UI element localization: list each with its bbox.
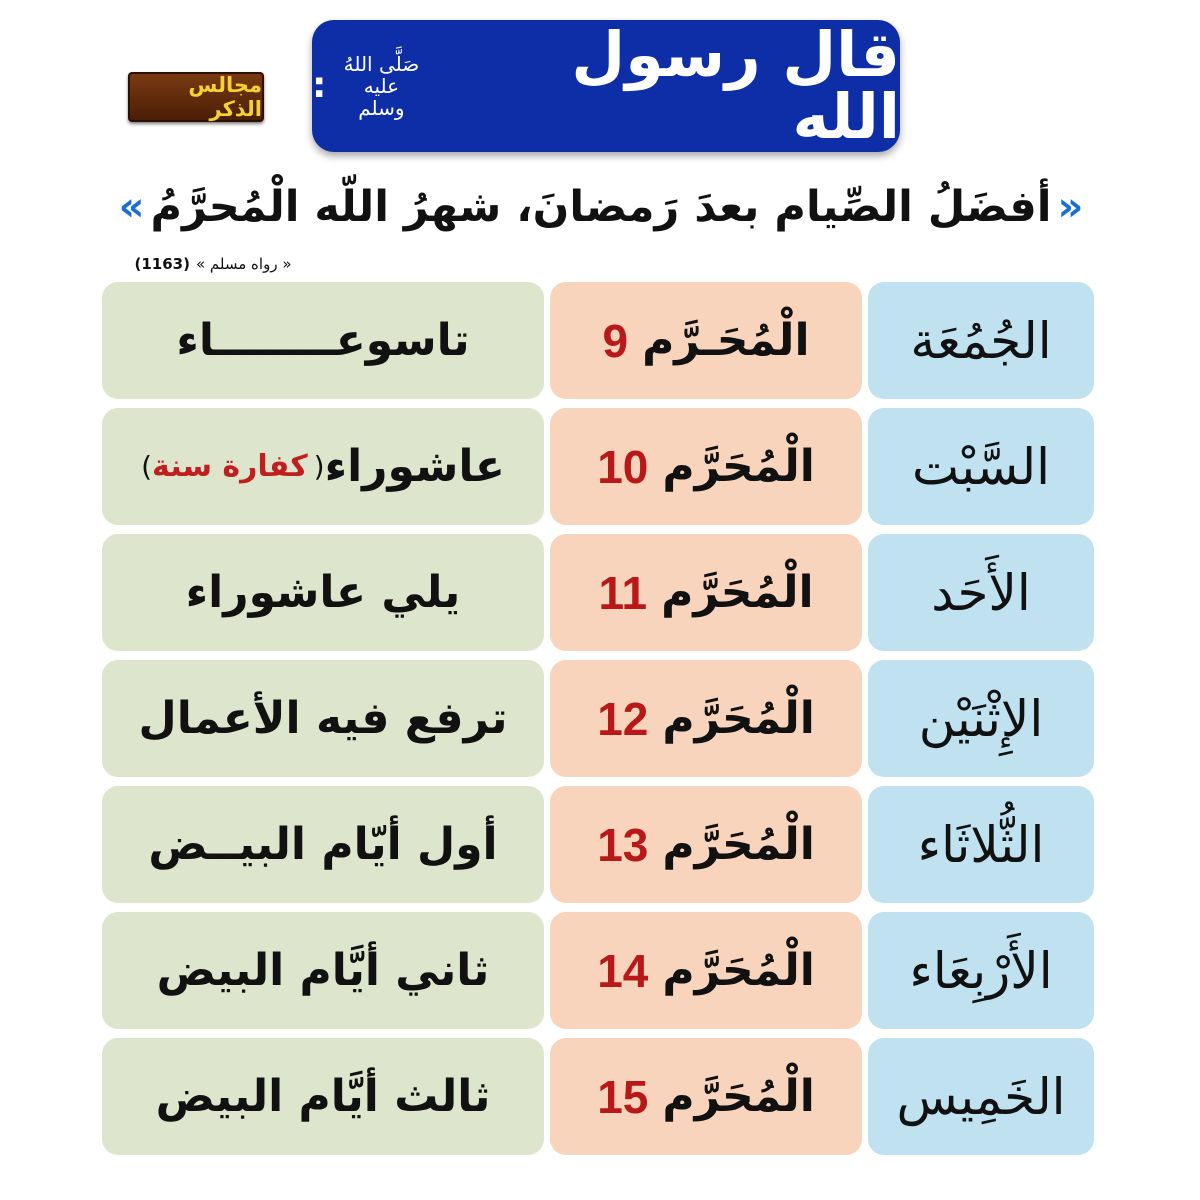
close-quote-mark: » [118,184,145,230]
month-name: الْمُحَرَّم [662,819,815,870]
desc-cell: عاشوراء ( كفارة سنة ) [102,408,544,525]
weekday-cell [868,408,1094,525]
month-name: الْمُحَرَّم [662,693,815,744]
date-cell [550,408,862,525]
desc-text: ثاني أيَّام البيض [156,945,490,996]
header-title: قال رسول الله [571,18,900,153]
weekday-cell [868,660,1094,777]
desc-text: أول أيّام البيــض [148,819,498,870]
weekday-cell [868,912,1094,1029]
schedule-row [102,408,1094,525]
weekday-name: الثُّلاثَاء [917,815,1045,874]
pbuh-line-2: عليه وسلم [358,74,405,120]
date-cell [550,1038,862,1155]
day-number: 15 [597,1070,649,1123]
desc-cell [102,786,544,903]
schedule-row [102,282,1094,399]
date-cell [550,660,862,777]
day-number: 10 [597,440,649,493]
desc-text: ثالث أيَّام البيض [155,1071,491,1122]
desc-note: كفارة سنة [152,449,308,484]
desc-text: يلي عاشوراء [185,567,461,618]
weekday-name: الأَحَد [931,563,1031,622]
schedule-row [102,534,1094,651]
brand-logo-text: مجالس الذكر [188,73,262,121]
day-number: 13 [597,818,649,871]
source-text: « رواه مسلم » [195,255,292,273]
weekday-cell [868,282,1094,399]
open-quote-mark: « [1057,184,1084,230]
schedule-row [102,660,1094,777]
day-number: 14 [597,944,649,997]
month-name: الْمُحَرَّم [661,567,814,618]
hadith-source [118,252,308,276]
hadith-quote [96,172,1106,242]
desc-text: عاشوراء [324,441,505,492]
desc-text: تاسوعــــــــاء [176,315,470,366]
desc-text: ترفع فيه الأعمال [138,693,508,744]
day-number: 9 [602,314,629,367]
month-name: الْمُحَرَّم [662,441,815,492]
desc-cell [102,660,544,777]
weekday-name: الجُمُعَة [910,311,1052,370]
month-name: الْمُحَرَّم [662,945,815,996]
desc-cell [102,1038,544,1155]
source-number: (1163) [134,255,190,273]
header-colon: : [312,65,327,107]
schedule-row [102,912,1094,1029]
weekday-name: الخَمِيس [896,1067,1066,1126]
date-cell [550,912,862,1029]
weekday-name: السَّبْت [912,437,1050,496]
brand-logo [128,72,264,122]
pbuh-line-1: صَلَّى اللهُ [343,52,420,76]
pbuh-honorific [312,53,424,119]
weekday-cell [868,1038,1094,1155]
schedule-row [102,1038,1094,1155]
desc-cell [102,534,544,651]
weekday-name: الأَرْبِعَاء [909,941,1053,1000]
desc-cell [102,912,544,1029]
date-cell [550,534,862,651]
date-cell [550,282,862,399]
weekday-cell [868,786,1094,903]
day-number: 11 [598,566,648,619]
date-cell [550,786,862,903]
day-number: 12 [597,692,649,745]
weekday-name: الإِثْنَيْن [918,689,1044,748]
desc-cell [102,282,544,399]
month-name: الْمُحَـرَّم [642,315,810,366]
hadith-text: أفضَلُ الصِّيام بعدَ رَمضانَ، شهرُ اللّه الْمُحرَّمُ [150,182,1052,232]
month-name: الْمُحَرَّم [662,1071,815,1122]
schedule-row [102,786,1094,903]
weekday-cell [868,534,1094,651]
header-banner [312,20,900,152]
